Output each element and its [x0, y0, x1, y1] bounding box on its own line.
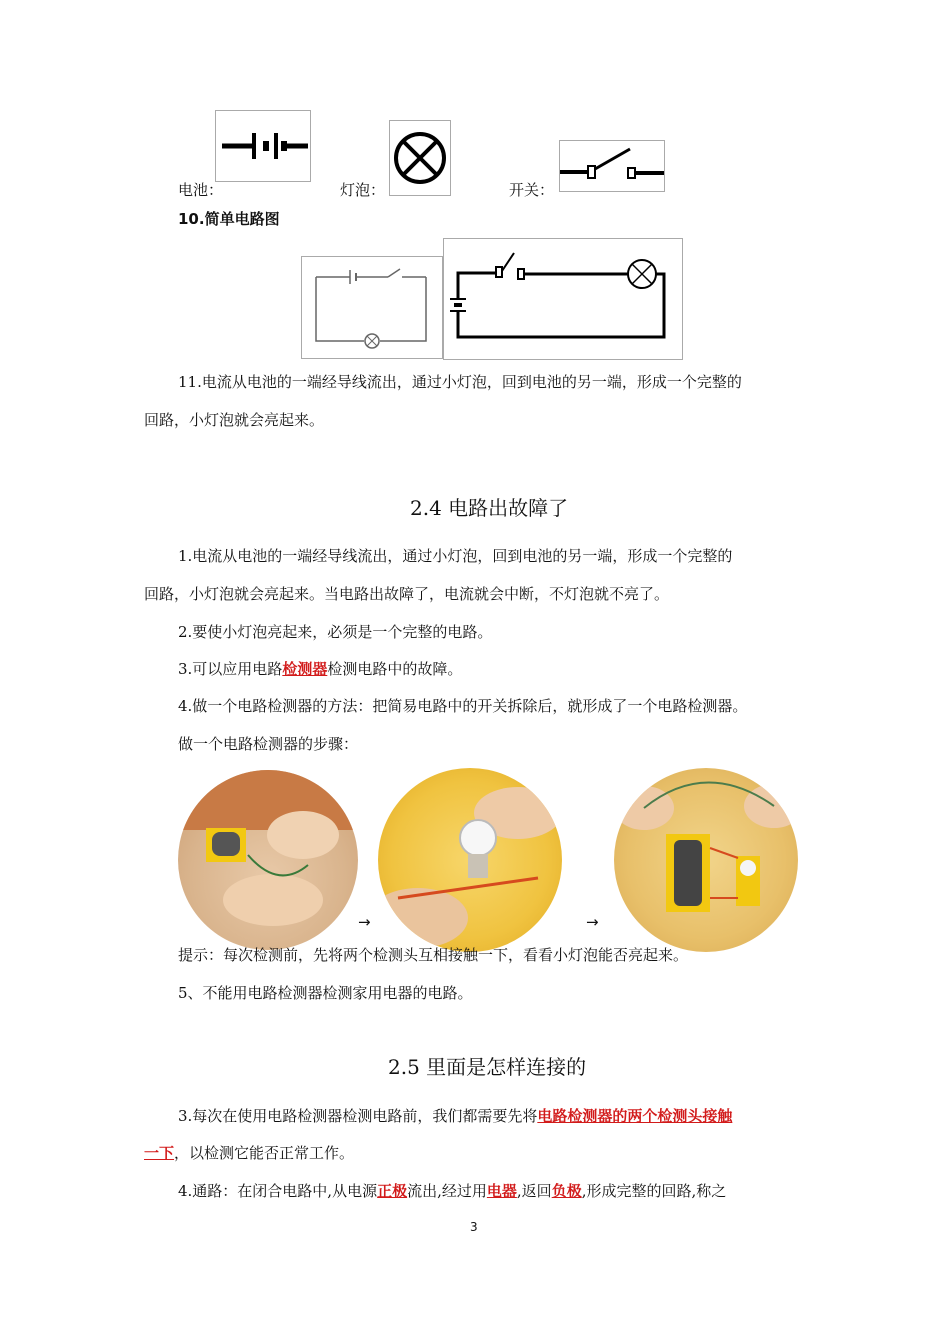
item-11-line-1: 11.电流从电池的一端经导线流出，通过小灯泡，回到电池的另一端，形成一个完整的	[178, 373, 742, 391]
s25-p3-post: ，以检测它能否正常工作。	[174, 1144, 355, 1162]
step-arrow-1: →	[358, 913, 371, 931]
s25-p4-b: 流出,经过用	[407, 1182, 487, 1200]
s24-p2: 2.要使小灯泡亮起来，必须是一个完整的电路。	[178, 623, 493, 641]
s25-p4-keyword-appliance: 电器	[486, 1182, 517, 1200]
s24-p4: 4.做一个电路检测器的方法：把简易电路中的开关拆除后，就形成了一个电路检测器。	[178, 697, 748, 715]
bulb-label: 灯泡：	[340, 181, 386, 199]
page-number: 3	[470, 1220, 478, 1234]
simple-circuit-diagram-2	[443, 238, 683, 360]
s24-p4b: 做一个电路检测器的步骤：	[178, 735, 359, 753]
s24-p1-line-1: 1.电流从电池的一端经导线流出，通过小灯泡，回到电池的另一端，形成一个完整的	[178, 547, 733, 565]
s24-p3-pre: 3.可以应用电路	[178, 660, 283, 678]
switch-label: 开关：	[509, 181, 555, 199]
s25-p4-keyword-negative: 负极	[551, 1182, 582, 1200]
s24-p3-post: 检测电路中的故障。	[327, 660, 463, 678]
s24-p5: 5、不能用电路检测器检测家用电器的电路。	[178, 984, 473, 1002]
s25-p3-keyword-1: 电路检测器的两个检测头接触	[537, 1107, 733, 1125]
s25-p3-line-2	[144, 1143, 354, 1163]
bulb-symbol	[389, 120, 451, 196]
s25-p4-keyword-positive: 正极	[377, 1182, 408, 1200]
s24-p3	[178, 659, 462, 679]
battery-label: 电池：	[178, 181, 224, 199]
step-photo-3	[614, 768, 798, 952]
s25-p3-keyword-2: 一下	[144, 1144, 175, 1162]
switch-symbol	[559, 140, 665, 192]
step-photo-2	[378, 768, 562, 952]
s24-tip: 提示：每次检测前，先将两个检测头互相接触一下，看看小灯泡能否亮起来。	[178, 946, 689, 964]
s25-p3-pre: 3.每次在使用电路检测器检测电路前，我们都需要先将	[178, 1107, 538, 1125]
s25-p4-d: ,形成完整的回路,称之	[581, 1182, 727, 1200]
s24-p3-keyword: 检测器	[282, 660, 328, 678]
s25-p4-a: 4.通路：在闭合电路中,从电源	[178, 1182, 378, 1200]
s25-p4-c: ,返回	[516, 1182, 552, 1200]
s25-p3-line-1	[178, 1106, 732, 1126]
item-11-line-2: 回路，小灯泡就会亮起来。	[144, 411, 325, 429]
step-arrow-2: →	[586, 913, 599, 931]
section-2-5-title: 2.5 里面是怎样连接的	[388, 1055, 587, 1079]
s24-p1-line-2: 回路，小灯泡就会亮起来。当电路出故障了，电流就会中断，不灯泡就不亮了。	[144, 585, 670, 603]
s25-p4	[178, 1181, 726, 1201]
item-10-heading: 10.简单电路图	[178, 210, 280, 228]
battery-symbol	[215, 110, 311, 182]
section-2-4-title: 2.4 电路出故障了	[410, 496, 569, 520]
simple-circuit-diagram-1	[301, 256, 443, 359]
step-photo-1	[178, 770, 358, 950]
